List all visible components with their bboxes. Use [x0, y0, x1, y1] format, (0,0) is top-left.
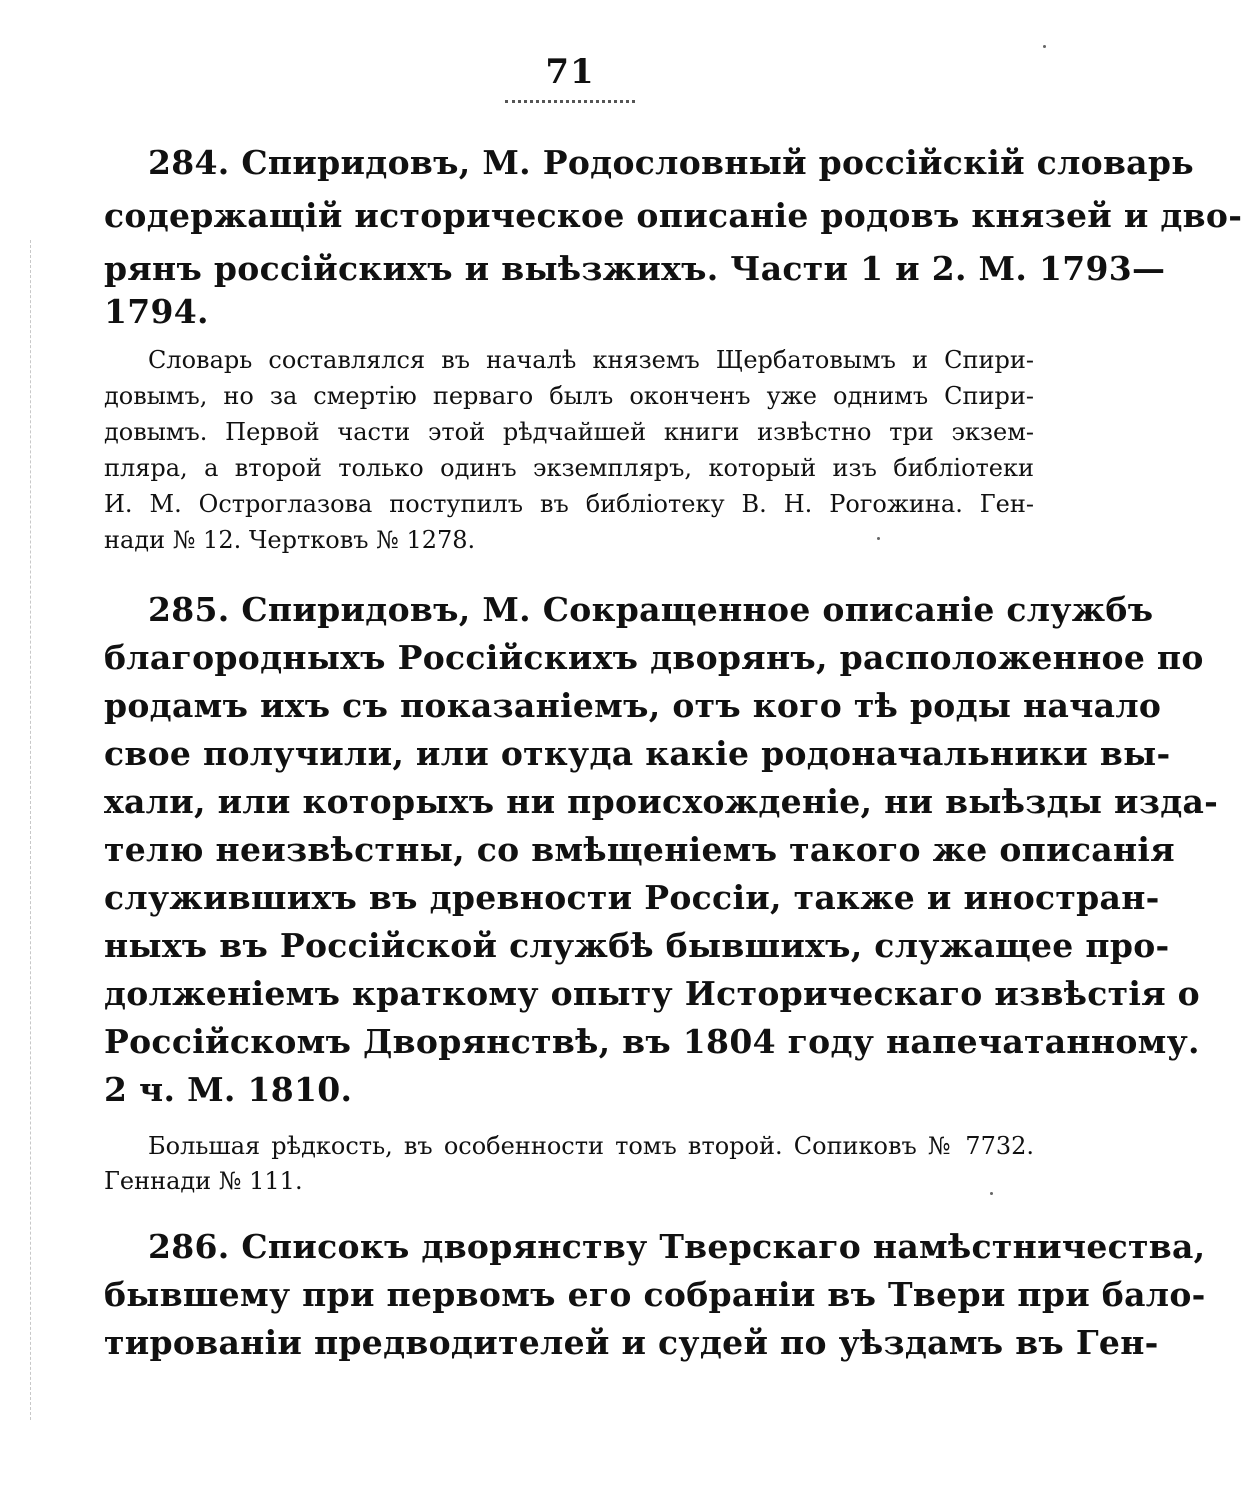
entry-main-line: служившихъ въ древности Россіи, также и иностран- — [104, 878, 1160, 917]
entry-main-line: свое получили, или откуда какіе родоначальники вы- — [104, 734, 1171, 773]
entry-main-line: 2 ч. М. 1810. — [104, 1070, 353, 1109]
scan-speck — [1043, 45, 1046, 48]
entry-note-line: довымъ. Первой части этой рѣдчайшей книги извѣстно три экзем- — [104, 418, 1034, 446]
entry-main-line: родамъ ихъ съ показаніемъ, отъ кого тѣ роды начало — [104, 686, 1162, 725]
entry-main-line: хали, или которыхъ ни происхожденіе, ни выѣзды изда- — [104, 782, 1219, 821]
entry-note-line: довымъ, но за смертію перваго былъ оконченъ уже однимъ Спири- — [104, 382, 1034, 410]
entry-main-line: рянъ россійскихъ и выѣзжихъ. Части 1 и 2. М. 1793— — [104, 249, 1166, 288]
entry-main-line: содержащій историческое описаніе родовъ князей и дво- — [104, 196, 1242, 235]
entry-note-line: пляра, а второй только одинъ экземпляръ, который изъ библіотеки — [104, 454, 1034, 482]
entry-main-line: долженіемъ краткому опыту Историческаго извѣстія о — [104, 974, 1200, 1013]
page-number: 71 — [545, 52, 595, 92]
entry-note-line: Геннади № 111. — [104, 1167, 303, 1195]
entry-main-line: тированіи предводителей и судей по уѣздамъ въ Ген- — [104, 1323, 1159, 1362]
entry-note-line: И. М. Остроглазова поступилъ въ библіотеку В. Н. Рогожина. Ген- — [104, 490, 1034, 518]
entry-note-line: Большая рѣдкость, въ особенности томъ второй. Сопиковъ № 7732. — [148, 1132, 1034, 1160]
entry-main-line: благородныхъ Россійскихъ дворянъ, расположенное по — [104, 638, 1204, 677]
page-edge-shadow — [30, 240, 33, 1420]
entry-main-line: Россійскомъ Дворянствѣ, въ 1804 году напечатанному. — [104, 1022, 1200, 1061]
scan-speck — [990, 1192, 993, 1195]
entry-main-line: 285. Спиридовъ, М. Сокращенное описаніе службъ — [148, 590, 1154, 629]
entry-main-line: 1794. — [104, 292, 209, 331]
entry-main-line: бывшему при первомъ его собраніи въ Твери при бало- — [104, 1275, 1206, 1314]
entry-main-line: 284. Спиридовъ, М. Родословный россійскій словарь — [148, 143, 1194, 182]
entry-main-line: 286. Списокъ дворянству Тверскаго намѣстничества, — [148, 1227, 1206, 1266]
entry-main-line: ныхъ въ Россійской службѣ бывшихъ, служащее про- — [104, 926, 1170, 965]
header-rule — [505, 100, 635, 103]
entry-note-line: Словарь составлялся въ началѣ княземъ Щербатовымъ и Спири- — [148, 346, 1034, 374]
entry-main-line: телю неизвѣстны, со вмѣщеніемъ такого же описанія — [104, 830, 1175, 869]
scan-speck — [877, 537, 880, 540]
entry-note-line: нади № 12. Чертковъ № 1278. — [104, 526, 476, 554]
